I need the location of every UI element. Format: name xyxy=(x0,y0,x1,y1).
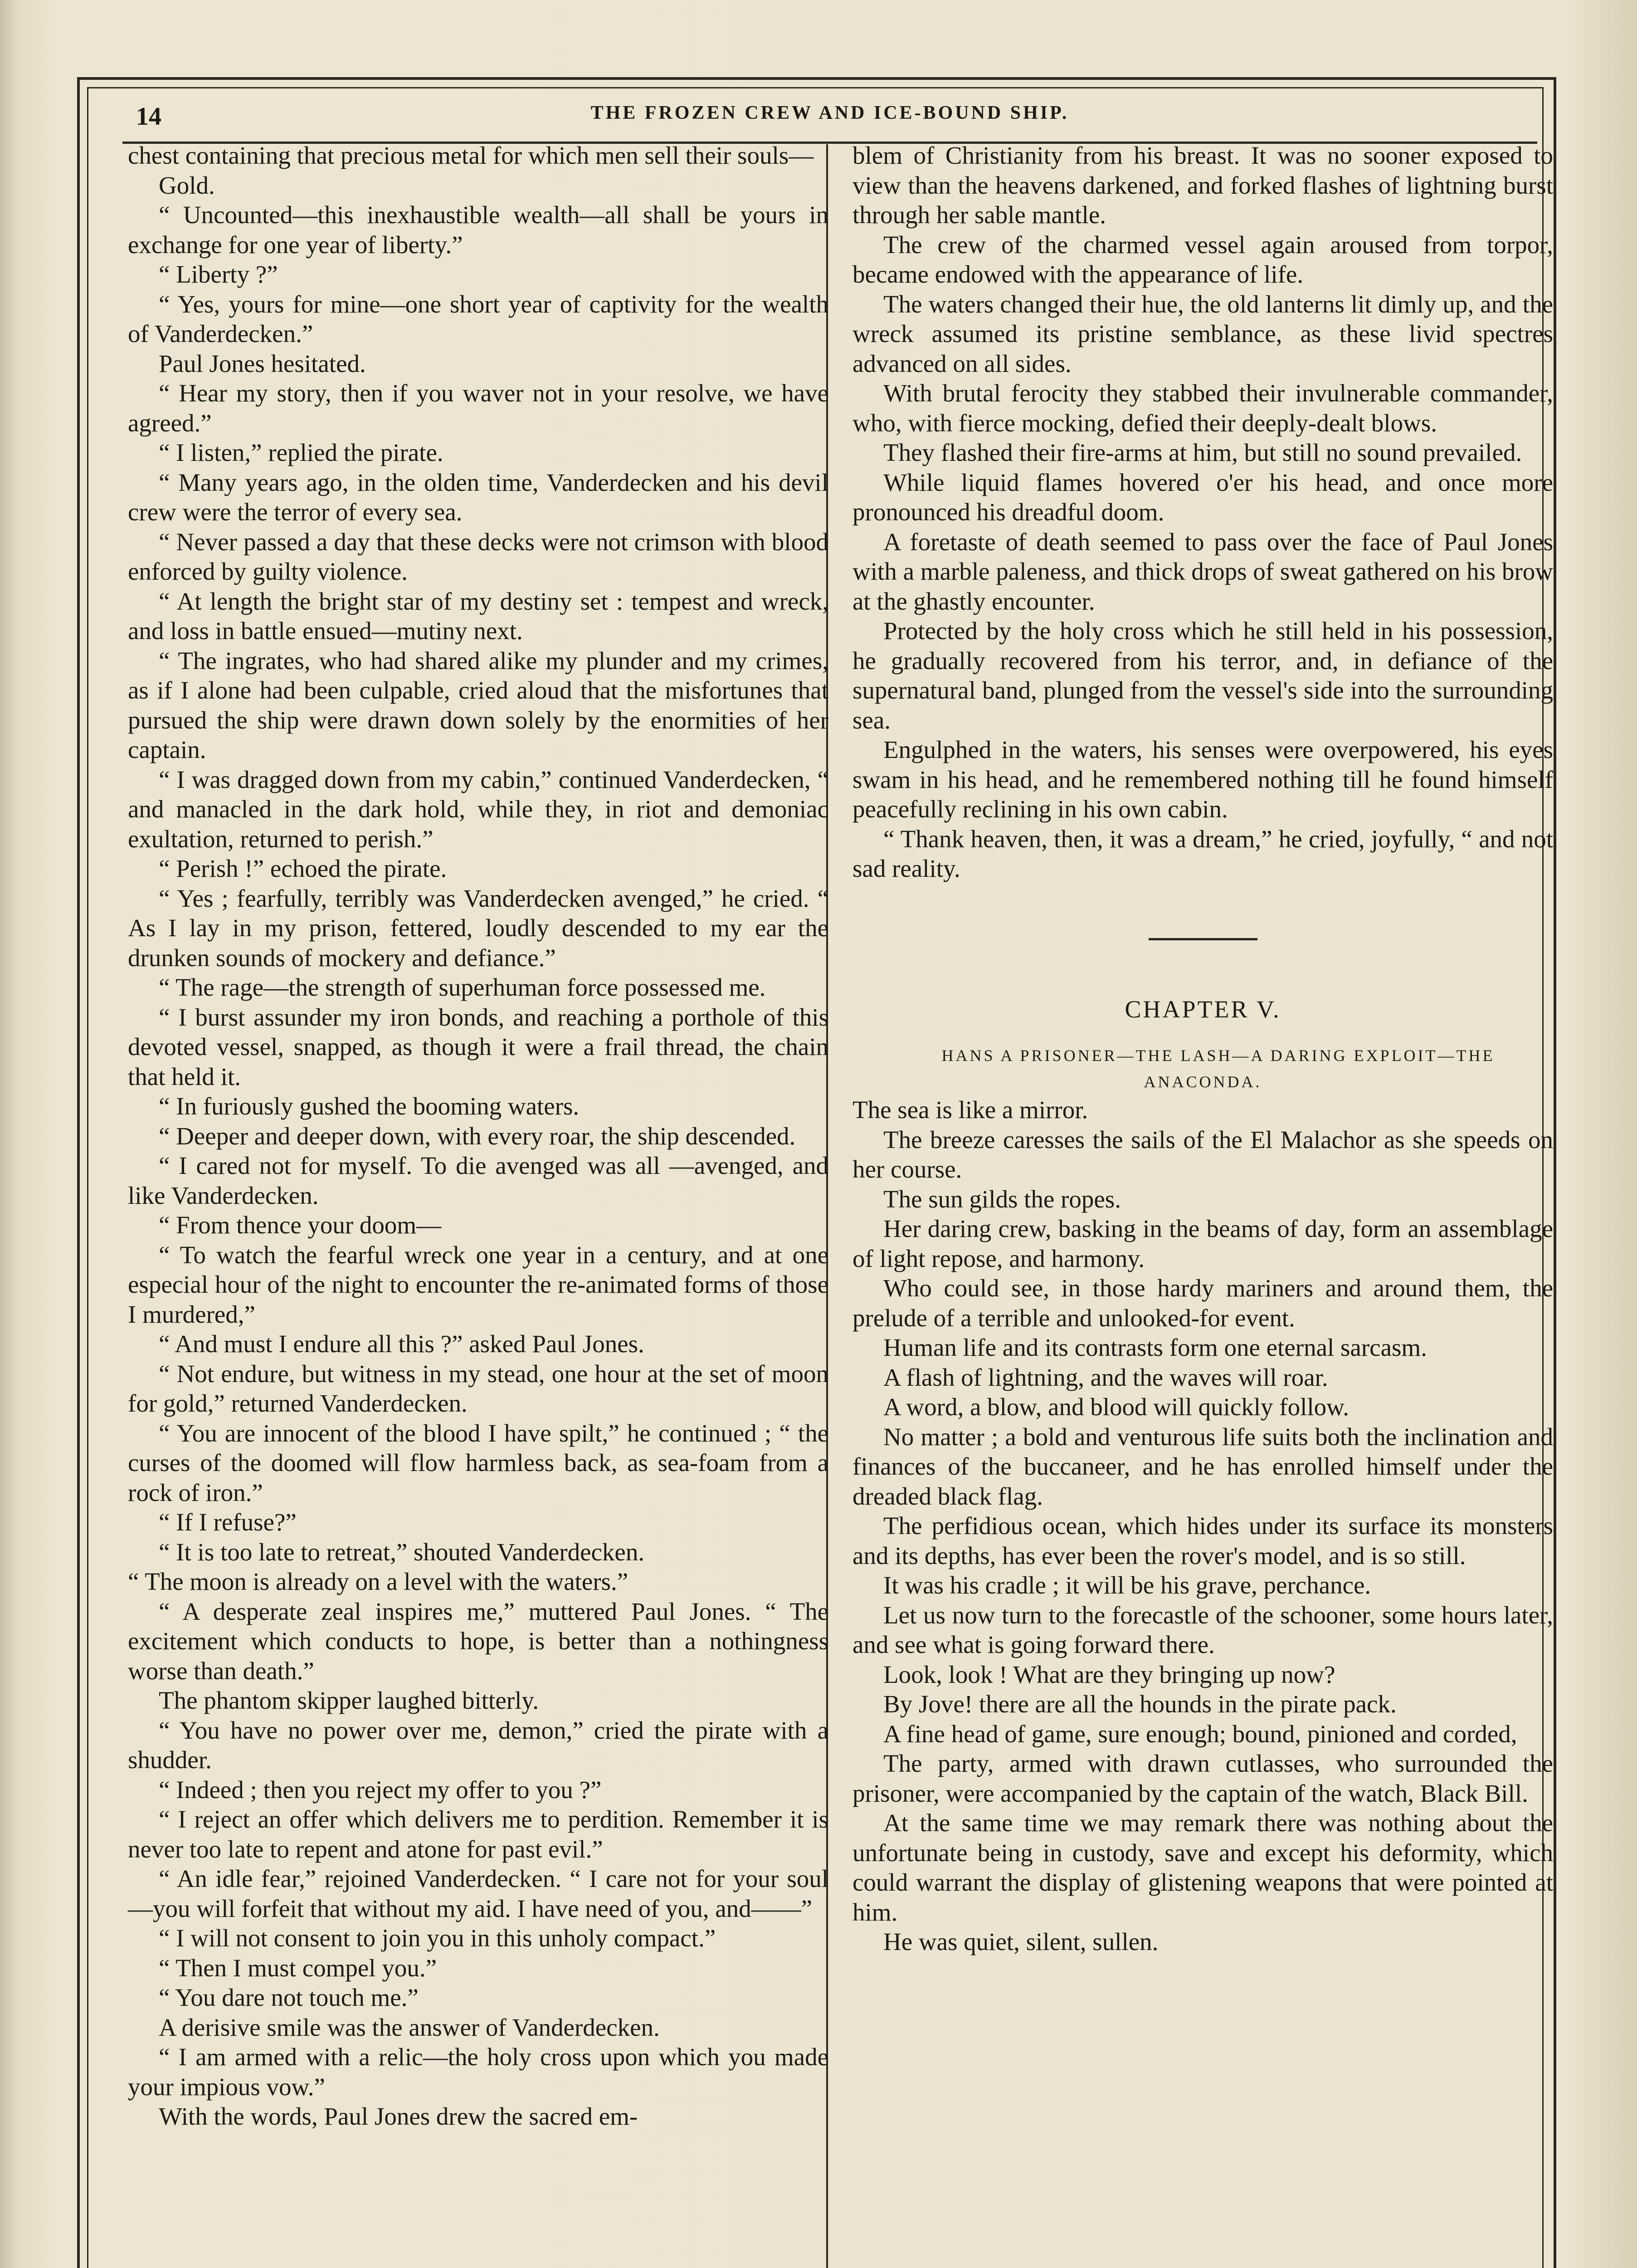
paragraph: “ You are innocent of the blood I have spilt,” he continued ; “ the curses of the doomed will flow harmless back, as sea-foam from a rock of iron.” xyxy=(128,1419,828,1506)
right-column xyxy=(853,141,1553,1957)
paragraph: “ I reject an offer which delivers me to perdition. Remember it is never too late to repent and atone for past evil.” xyxy=(128,1805,828,1863)
paragraph: chest containing that precious metal for which men sell their souls— xyxy=(128,142,814,169)
page-number: 14 xyxy=(136,103,161,131)
paragraph: Gold. xyxy=(159,171,215,199)
paragraph: “ I was dragged down from my cabin,” continued Vanderdecken, “ and manacled in the dark hold, while they, in riot and demoniac exultation, returned to perish.” xyxy=(128,765,828,853)
paragraph: “ At length the bright star of my destiny set : tempest and wreck, and loss in battle ensued—mutiny next. xyxy=(128,587,828,645)
paragraph: Engulphed in the waters, his senses were overpowered, his eyes swam in his head, and he remembered nothing till he found himself peacefully reclining in his own cabin. xyxy=(853,736,1553,823)
paragraph: “ You dare not touch me.” xyxy=(159,1984,419,2011)
paragraph: “ Yes, yours for mine—one short year of captivity for the wealth of Vanderdecken.” xyxy=(128,290,828,347)
paragraph: “ Liberty ?” xyxy=(159,260,278,288)
paragraph: A word, a blow, and blood will quickly follow. xyxy=(883,1393,1350,1421)
paragraph: Human life and its contrasts form one eternal sarcasm. xyxy=(883,1334,1427,1361)
paragraph: “ And must I endure all this ?” asked Paul Jones. xyxy=(159,1330,644,1358)
paragraph: With brutal ferocity they stabbed their invulnerable commander, who, with fierce mocking, defied their deeply-dealt blows. xyxy=(853,379,1553,437)
paragraph: “ You have no power over me, demon,” cried the pirate with a shudder. xyxy=(128,1716,828,1774)
paragraph: “ Never passed a day that these decks were not crimson with blood enforced by guilty violence. xyxy=(128,528,828,585)
paragraph: A flash of lightning, and the waves will roar. xyxy=(883,1363,1328,1391)
paragraph: “ I burst assunder my iron bonds, and reaching a porthole of this devoted vessel, snapped, as though it were a frail thread, the chain that held it. xyxy=(128,1003,828,1090)
paragraph: “ The moon is already on a level with the waters.” xyxy=(128,1568,628,1595)
paragraph: “ Indeed ; then you reject my offer to you ?” xyxy=(159,1775,602,1804)
paragraph: “ The ingrates, who had shared alike my plunder and my crimes, as if I alone had been culpable, cried aloud that the misfortunes that pursued the ship were drawn down solely by the enormities of her captain. xyxy=(128,646,828,763)
running-head: THE FROZEN CREW AND ICE-BOUND SHIP. xyxy=(590,103,1069,123)
paragraph: Paul Jones hesitated. xyxy=(159,349,366,377)
paragraph: “ Perish !” echoed the pirate. xyxy=(159,855,447,882)
paragraph: While liquid flames hovered o'er his head, and once more pronounced his dreadful doom. xyxy=(853,468,1553,526)
paragraph: “ An idle fear,” rejoined Vanderdecken. “ I care not for your soul—you will forfeit that without my aid. I have need of you, and——” xyxy=(128,1865,828,1922)
paragraph: The crew of the charmed vessel again aroused from torpor, became endowed with the appearance of life. xyxy=(853,230,1553,288)
paragraph: Let us now turn to the forecastle of the schooner, some hours later, and see what is going forward there. xyxy=(853,1601,1553,1658)
paragraph: “ Hear my story, then if you waver not in your resolve, we have agreed.” xyxy=(128,379,828,437)
left-column xyxy=(128,141,828,2131)
paragraph: “ Yes ; fearfully, terribly was Vanderdecken avenged,” he cried. “ As I lay in my prison, fettered, loudly descended to my ear the drunken sounds of mockery and defiance.” xyxy=(128,884,828,972)
chapter-subtitle: HANS A PRISONER—THE LASH—A DARING EXPLOIT—THE ANACONDA. xyxy=(941,1046,1495,1091)
paragraph: “ To watch the fearful wreck one year in a century, and at one especial hour of the night to encounter the re-animated forms of those I murdered,” xyxy=(128,1241,828,1328)
paragraph: At the same time we may remark there was nothing about the unfortunate being in custody, save and except his deformity, which could warrant the display of glistening weapons that were pointed at him. xyxy=(853,1809,1553,1926)
paragraph: It was his cradle ; it will be his grave, perchance. xyxy=(883,1571,1371,1599)
paragraph: “ I am armed with a relic—the holy cross upon which you made your impious vow.” xyxy=(128,2043,828,2101)
paragraph: “ I cared not for myself. To die avenged was all —avenged, and like Vanderdecken. xyxy=(128,1152,828,1209)
paragraph: No matter ; a bold and venturous life suits both the inclination and finances of the buccaneer, and he has enrolled himself under the dreaded black flag. xyxy=(853,1422,1553,1510)
paragraph: “ I listen,” replied the pirate. xyxy=(159,439,443,466)
right-column-text-top xyxy=(853,141,1553,884)
paragraph: The phantom skipper laughed bitterly. xyxy=(159,1686,539,1714)
paragraph: “ A desperate zeal inspires me,” muttered Paul Jones. “ The excitement which conducts to hope, is better than a nothingness worse than death.” xyxy=(128,1597,828,1685)
paragraph: “ Many years ago, in the olden time, Vanderdecken and his devil crew were the terror of every sea. xyxy=(128,468,828,526)
paragraph: By Jove! there are all the hounds in the pirate pack. xyxy=(883,1690,1397,1718)
paragraph: “ I will not consent to join you in this unholy compact.” xyxy=(159,1924,716,1952)
paragraph: “ It is too late to retreat,” shouted Vanderdecken. xyxy=(159,1538,645,1566)
paragraph: “ Deeper and deeper down, with every roar, the ship descended. xyxy=(159,1122,796,1150)
paragraph: “ Then I must compel you.” xyxy=(159,1954,437,1982)
paragraph: “ From thence your doom— xyxy=(159,1211,442,1239)
paragraph: The breeze caresses the sails of the El Malachor as she speeds on her course. xyxy=(853,1125,1553,1183)
paragraph: The waters changed their hue, the old lanterns lit dimly up, and the wreck assumed its pristine semblance, as these livid spectres advanced on all sides. xyxy=(853,290,1553,377)
paragraph: “ The rage—the strength of superhuman force possessed me. xyxy=(159,973,766,1001)
paragraph: They flashed their fire-arms at him, but still no sound prevailed. xyxy=(883,439,1522,466)
paragraph: Who could see, in those hardy mariners and around them, the prelude of a terrible and unlooked-for event. xyxy=(853,1274,1553,1332)
paragraph: Look, look ! What are they bringing up now? xyxy=(883,1660,1335,1688)
paragraph: The perfidious ocean, which hides under its surface its monsters and its depths, has ever been the rover's model, and is so still. xyxy=(853,1512,1553,1569)
chapter-title: CHAPTER V. xyxy=(1125,995,1281,1023)
paragraph: blem of Christianity from his breast. It was no sooner exposed to view than the heavens darkened, and forked flashes of lightning burst through her sable mantle. xyxy=(853,142,1553,229)
right-column-text-bottom xyxy=(853,1095,1553,1957)
paragraph: “ Thank heaven, then, it was a dream,” he cried, joyfully, “ and not sad reality. xyxy=(853,825,1553,882)
paragraph: Protected by the holy cross which he still held in his possession, he gradually recovered from his terror, and, in defiance of the supernatural band, plunged from the vessel's side into the surrounding sea. xyxy=(853,617,1553,734)
paragraph: A fine head of game, sure enough; bound, pinioned and corded, xyxy=(883,1720,1517,1748)
paragraph: “ Uncounted—this inexhaustible wealth—all shall be yours in exchange for one year of liberty.” xyxy=(128,201,828,259)
paragraph: “ Not endure, but witness in my stead, one hour at the set of moon for gold,” returned Vanderdecken. xyxy=(128,1359,828,1417)
paragraph: He was quiet, silent, sullen. xyxy=(883,1928,1159,1955)
paragraph: “ In furiously gushed the booming waters. xyxy=(159,1092,580,1120)
paragraph: With the words, Paul Jones drew the sacred em- xyxy=(159,2102,638,2130)
paragraph: Her daring crew, basking in the beams of day, form an assemblage of light repose, and harmony. xyxy=(853,1215,1553,1272)
paragraph: The party, armed with drawn cutlasses, who surrounded the prisoner, were accompanied by the captain of the watch, Black Bill. xyxy=(853,1750,1553,1807)
chapter-separator xyxy=(1149,938,1257,940)
paragraph: A derisive smile was the answer of Vanderdecken. xyxy=(159,2013,660,2041)
paragraph: The sea is like a mirror. xyxy=(853,1096,1088,1124)
paragraph: “ If I refuse?” xyxy=(159,1508,297,1536)
paragraph: The sun gilds the ropes. xyxy=(883,1185,1121,1213)
paragraph: A foretaste of death seemed to pass over the face of Paul Jones with a marble paleness, and thick drops of sweat gathered on his brow at the ghastly encounter. xyxy=(853,528,1553,615)
